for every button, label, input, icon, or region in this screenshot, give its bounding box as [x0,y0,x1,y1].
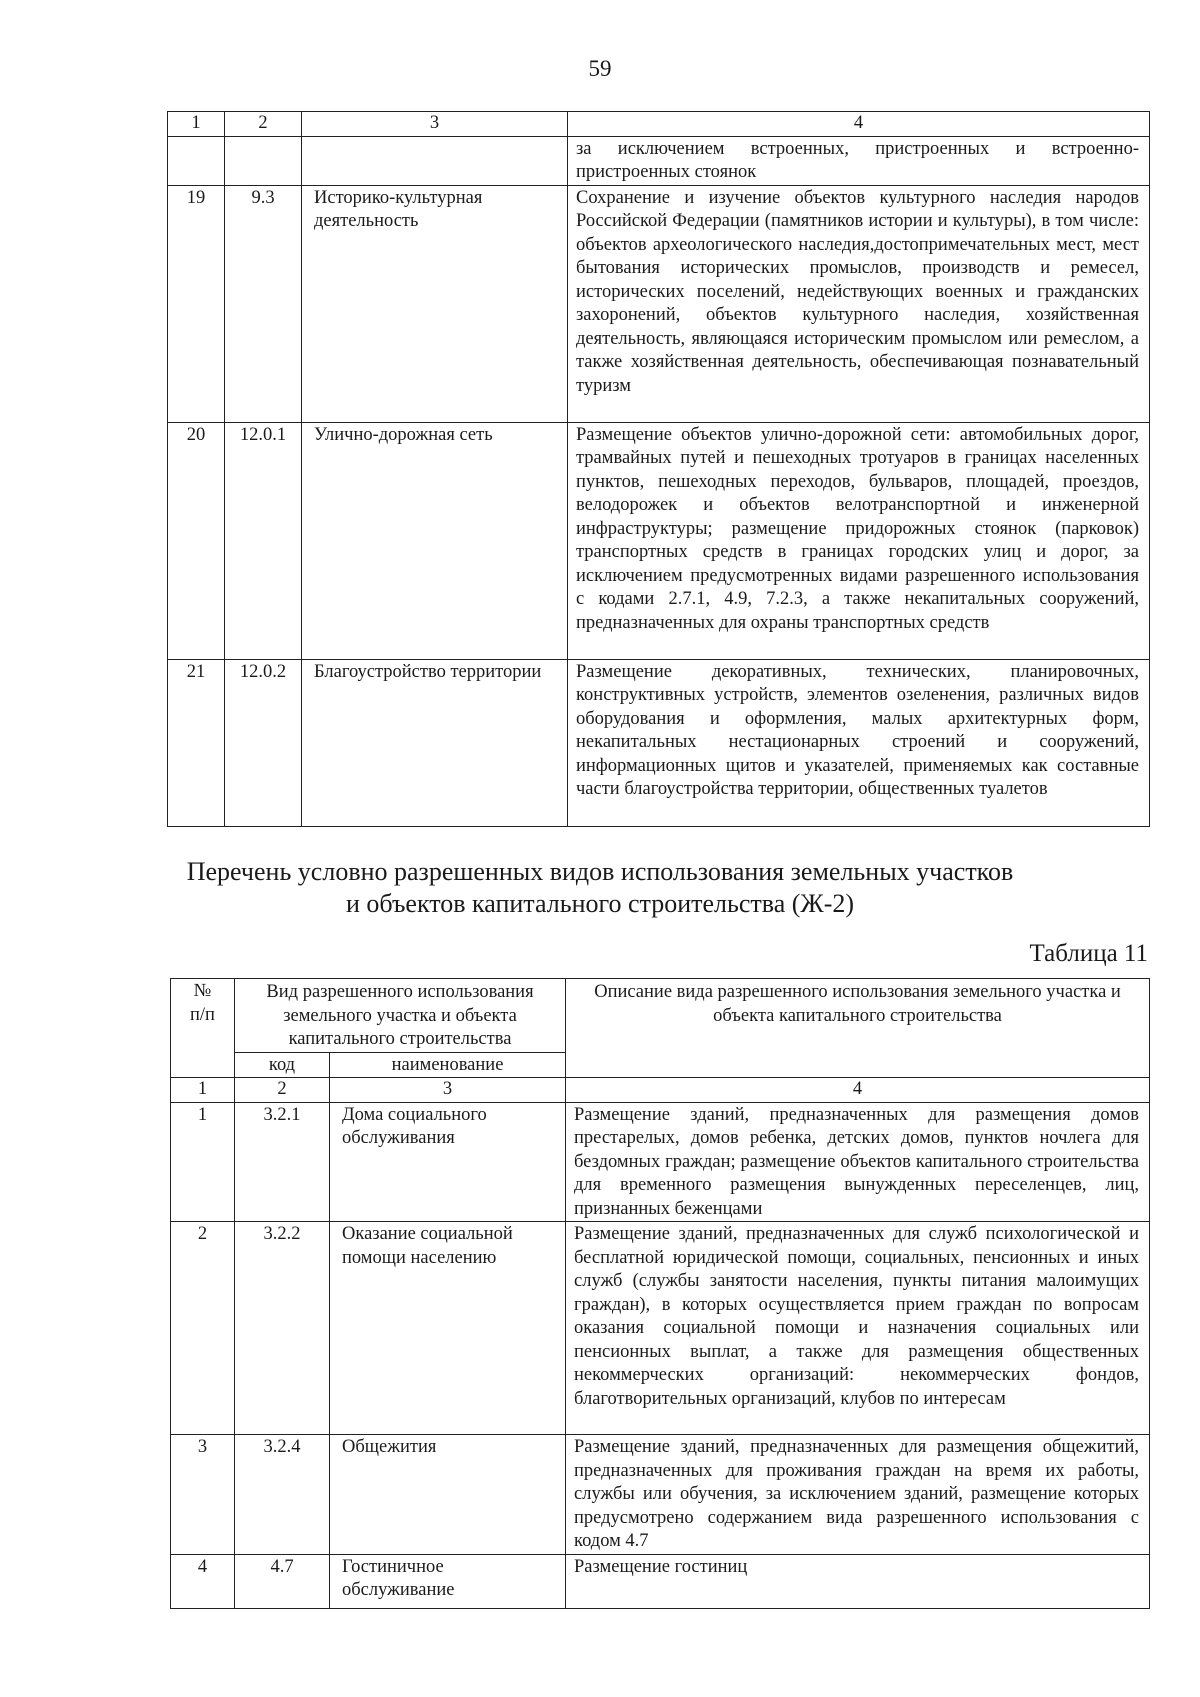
row-number: 20 [168,422,225,659]
row-number: 2 [171,1222,235,1435]
row-name: Оказание социальной помощи населению [330,1222,566,1435]
row-code: 12.0.1 [225,422,302,659]
header-number-line: № [193,981,212,1001]
column-number: 1 [168,112,225,137]
row-code: 4.7 [235,1554,330,1608]
row-name [302,136,568,185]
column-number: 1 [171,1078,235,1103]
section-heading [0,856,1200,920]
header-group: Вид разрешенного использования земельного участка и объекта капитального строительства [235,979,566,1053]
table-row [168,659,1150,826]
row-number: 19 [168,185,225,422]
row-code: 12.0.2 [225,659,302,826]
row-name: Благоустройство территории [302,659,568,826]
table-row [171,1222,1150,1435]
row-description: Размещение декоративных, технических, планировочных, конструктивных устройств, элементов озеленения, различных видов оборудования и оформления, малых архитектурных форм, некапитальных нестационарных строений и сооружений, информационных щитов и указателей, применяемых как составные части благоустройства территории, общественных туалетов [568,659,1150,826]
page-number: 59 [588,56,612,81]
column-number: 4 [568,112,1150,137]
row-description: Размещение зданий, предназначенных для служб психологической и бесплатной юридической помощи, социальных, пенсионных и иных служб (службы занятости населения, пункты питания малоимущих граждан), в которых осуществляется прием граждан по вопросам оказания социальной помощи и назначения социальных или пенсионных выплат, а также для размещения общественных некоммерческих организаций: некоммерческих фондов, благотворительных организаций, клубов по интересам [566,1222,1150,1435]
table-row [171,1435,1150,1555]
column-number: 4 [566,1078,1150,1103]
row-code: 3.2.4 [235,1435,330,1555]
header-name: наименование [330,1052,566,1078]
row-description: Сохранение и изучение объектов культурного наследия народов Российской Федерации (памятников истории и культуры), в том числе: объектов археологического наследия,достопримечательных мест, мест бытования исторических промыслов, производств и ремесел, исторических поселений, недействующих военных и гражданских захоронений, объектов культурного наследия, хозяйственная деятельность, являющаяся историческим промыслом или ремеслом, а также хозяйственная деятельность, обеспечивающая познавательный туризм [568,185,1150,422]
upper-table [167,111,1150,827]
row-number: 21 [168,659,225,826]
table-header-row [171,979,1150,1053]
row-description: Размещение объектов улично-дорожной сети: автомобильных дорог, трамвайных путей и пешеходных тротуаров в границах населенных пунктов, пешеходных переходов, бульваров, площадей, проездов, велодорожек и объектов велотранспортной и инженерной инфраструктуры; размещение придорожных стоянок (парковок) транспортных средств в границах городских улиц и дорог, за исключением предусмотренных видами разрешенного использования с кодами 2.7.1, 4.9, 7.2.3, а также некапитальных сооружений, предназначенных для охраны транспортных средств [568,422,1150,659]
column-number: 3 [302,112,568,137]
header-description: Описание вида разрешенного использования земельного участка и объекта капитального строительства [566,979,1150,1078]
row-description: за исключением встроенных, пристроенных и встроенно-пристроенных стоянок [568,136,1150,185]
header-number [171,979,235,1078]
row-name: Дома социального обслуживания [330,1102,566,1222]
row-number: 4 [171,1554,235,1608]
column-number: 3 [330,1078,566,1103]
column-number: 2 [225,112,302,137]
row-code [225,136,302,185]
row-name: Улично-дорожная сеть [302,422,568,659]
table-row [171,1554,1150,1608]
section-heading-line: и объектов капитального строительства (Ж-2) [345,889,855,918]
section-heading-line: Перечень условно разрешенных видов использования земельных участков [186,857,1014,886]
column-number-row [168,112,1150,137]
row-description: Размещение зданий, предназначенных для размещения домов престарелых, домов ребенка, детских домов, пунктов ночлега для бездомных граждан; размещение объектов капитального строительства для временного размещения вынужденных переселенцев, лиц, признанных беженцами [566,1102,1150,1222]
row-number: 1 [171,1102,235,1222]
row-name: Историко-культурная деятельность [302,185,568,422]
row-name: Общежития [330,1435,566,1555]
row-description: Размещение гостиниц [566,1554,1150,1608]
column-number-row [171,1078,1150,1103]
row-number: 3 [171,1435,235,1555]
table-caption: Таблица 11 [1029,940,1148,967]
table-row [168,185,1150,422]
row-code: 3.2.1 [235,1102,330,1222]
row-code: 3.2.2 [235,1222,330,1435]
table-row [168,136,1150,185]
table-row [171,1102,1150,1222]
header-number-line: п/п [190,1004,215,1025]
row-description: Размещение зданий, предназначенных для размещения общежитий, предназначенных для проживания граждан на время их работы, службы или обучения, за исключением зданий, размещение которых предусмотрено содержанием вида разрешенного использования с кодом 4.7 [566,1435,1150,1555]
lower-table [170,978,1150,1609]
table-row [168,422,1150,659]
row-code: 9.3 [225,185,302,422]
column-number: 2 [235,1078,330,1103]
row-number [168,136,225,185]
header-code: код [235,1052,330,1078]
row-name: Гостиничное обслуживание [330,1554,566,1608]
